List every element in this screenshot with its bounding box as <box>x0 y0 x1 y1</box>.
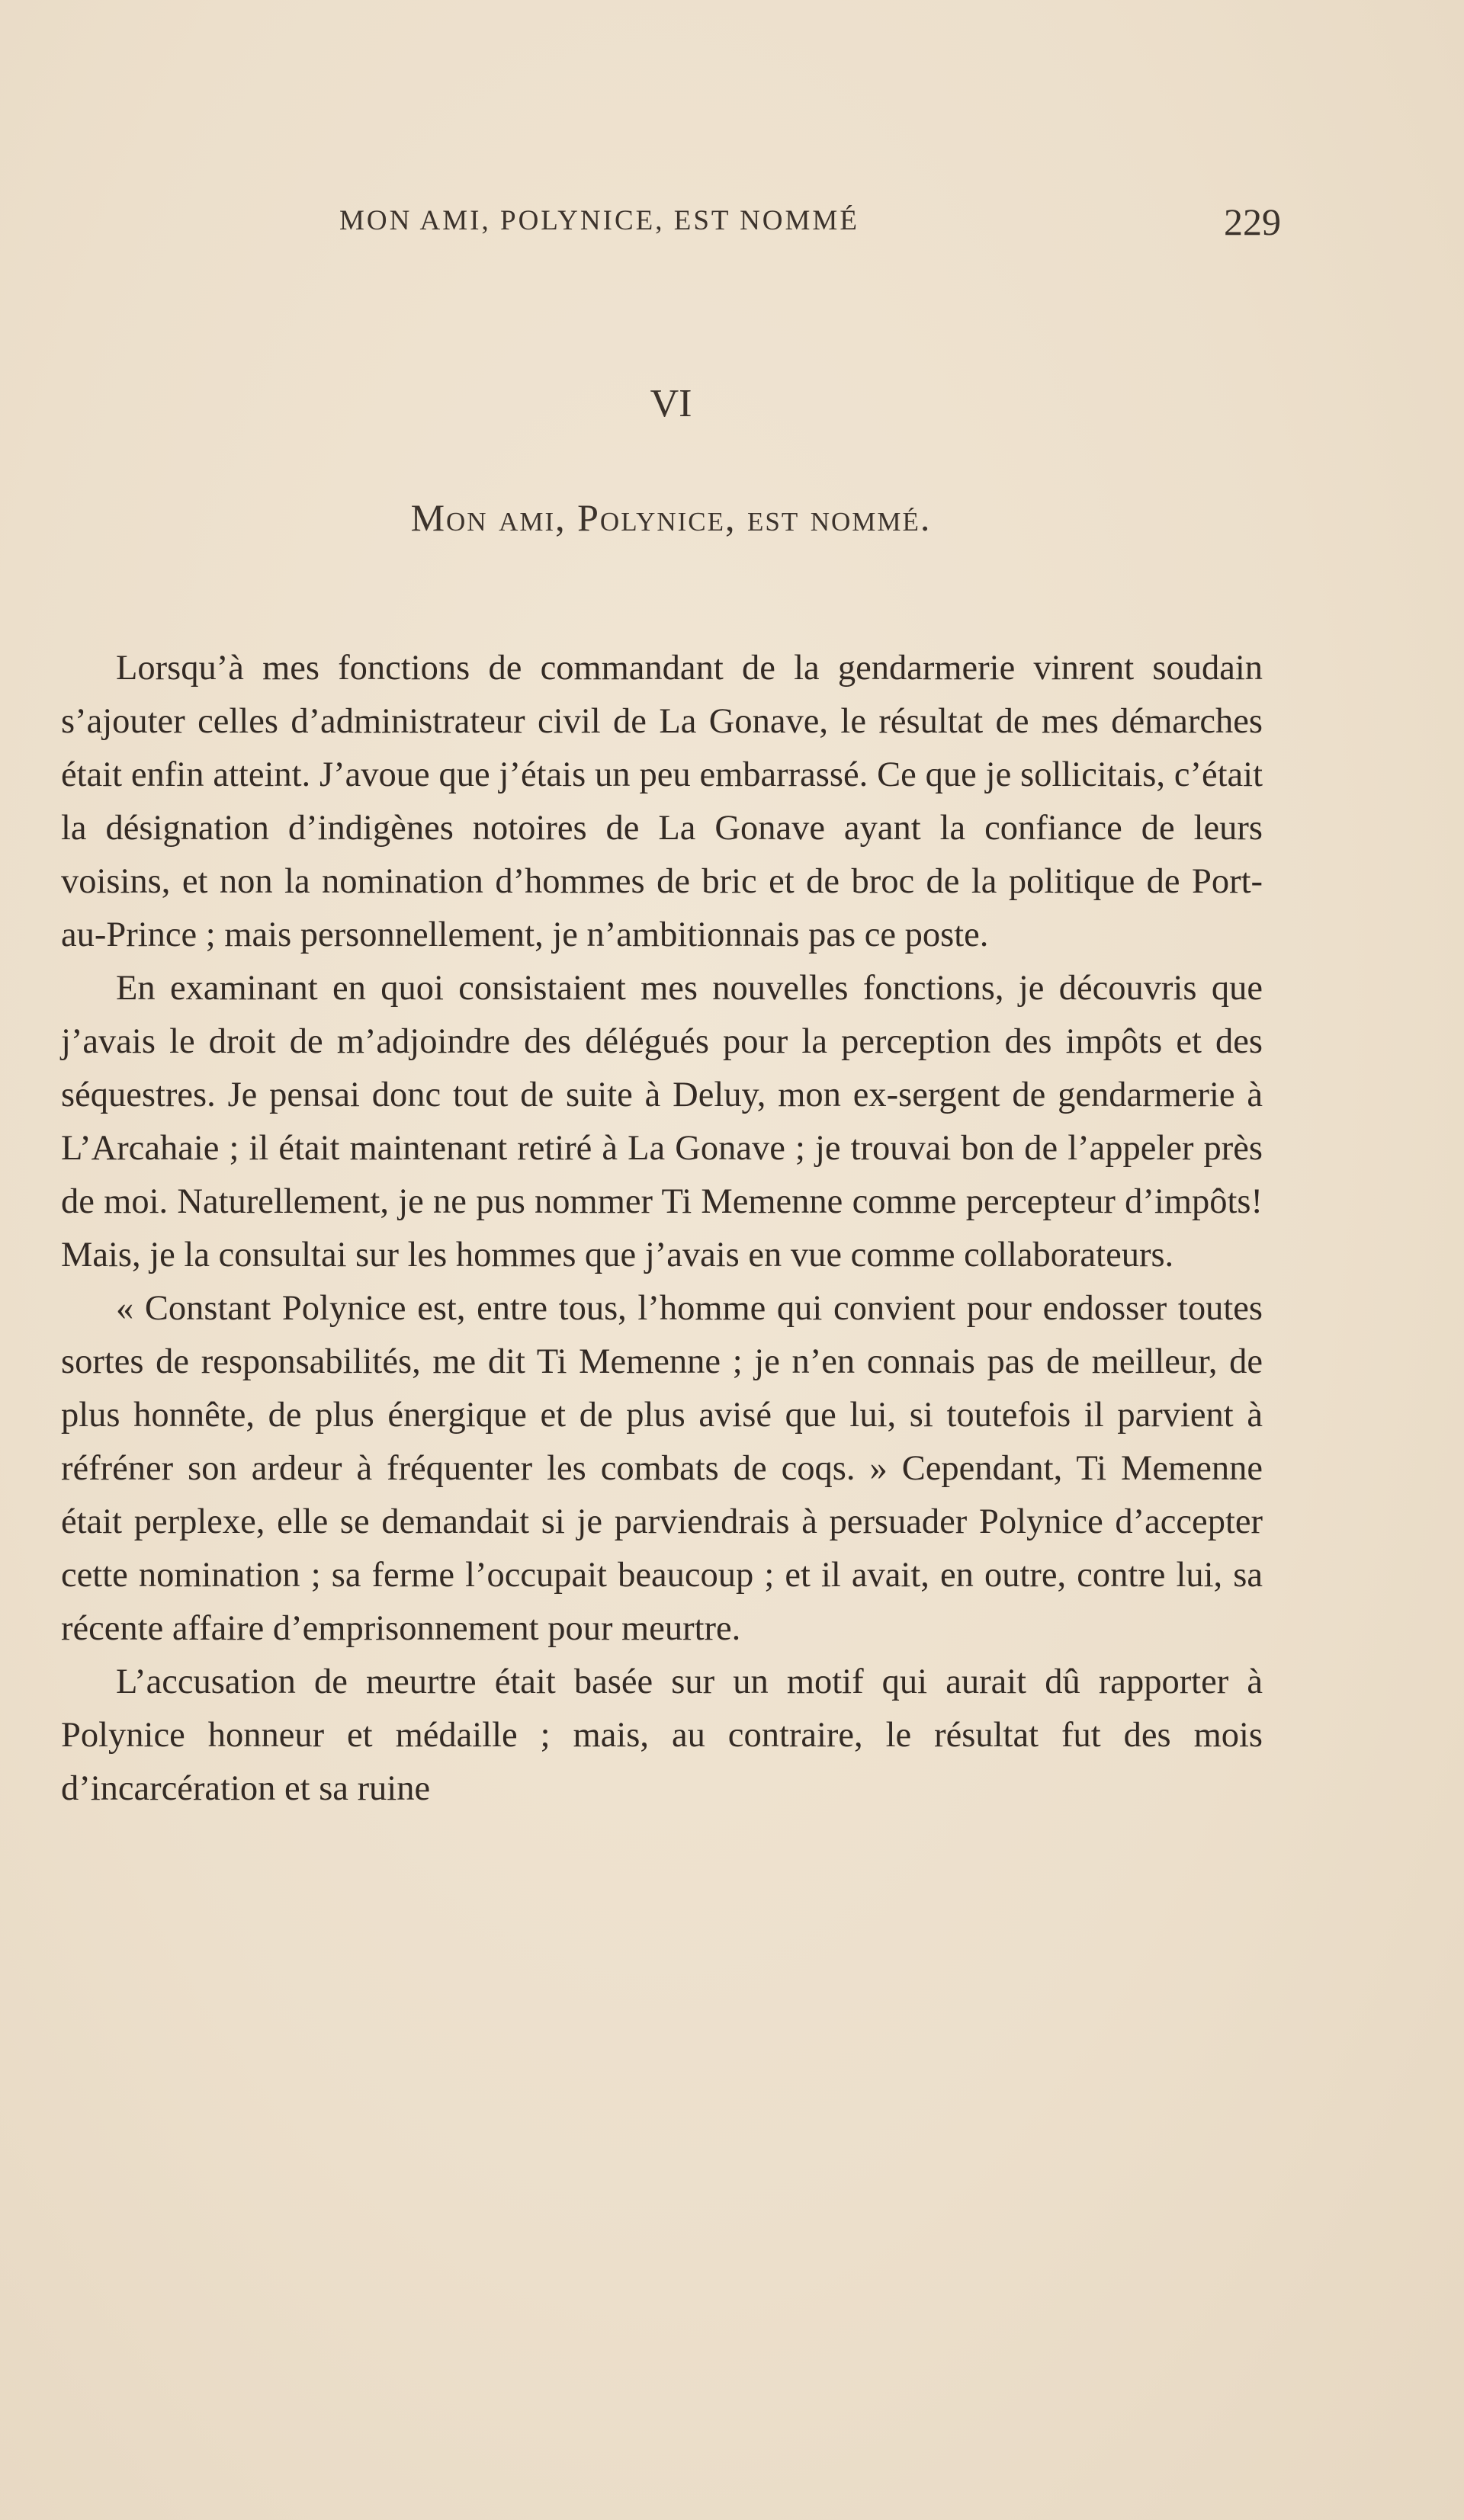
body-text <box>61 642 1263 1816</box>
page-number: 229 <box>1224 200 1281 243</box>
chapter-title: Mon ami, Polynice, est nommé. <box>410 496 932 539</box>
paragraph: L’accusation de meurtre était basée sur un motif qui aurait dû rapporter à Polynice honneur et médaille ; mais, au contraire, le résultat fut des mois d’incarcération et sa ruine <box>61 1662 1263 1808</box>
paragraph: Lorsqu’à mes fonctions de commandant de la gendarmerie vinrent soudain s’ajouter celles d’administrateur civil de La Gonave, le résultat de mes démarches était enfin atteint. J’avoue que j’étais un peu embarrassé. Ce que je sollicitais, c’était la désignation d’indigènes notoires de La Gonave ayant la confiance de leurs voisins, et non la nomination d’hommes de bric et de broc de la politique de Port-au-Prince ; mais personnellement, je n’ambitionnais pas ce poste. <box>61 649 1263 954</box>
running-title: MON AMI, POLYNICE, EST NOMMÉ <box>339 205 859 236</box>
paragraph: « Constant Polynice est, entre tous, l’homme qui convient pour endosser toutes sortes de responsabilités, me dit Ti Memenne ; je n’en connais pas de meilleur, de plus honnête, de plus énergique et de plus avisé que lui, si toutefois il parvient à réfréner son ardeur à fréquenter les combats de coqs. » Cependant, Ti Memenne était perplexe, elle se demandait si je parviendrais à persuader Polynice d’accepter cette nomination ; sa ferme l’occupait beaucoup ; et il avait, en outre, contre lui, sa récente affaire d’emprisonnement pour meurtre. <box>61 1289 1263 1648</box>
chapter-number: VI <box>650 382 692 425</box>
running-header <box>61 200 1281 253</box>
paragraph: En examinant en quoi consistaient mes nouvelles fonctions, je découvris que j’avais le droit de m’adjoindre des délégués pour la perception des impôts et des séquestres. Je pensai donc tout de suite à Deluy, mon ex-sergent de gendarmerie à L’Arcahaie ; il était maintenant retiré à La Gonave ; je trouvai bon de l’appeler près de moi. Naturellement, je ne pus nommer Ti Memenne comme percepteur d’impôts! Mais, je la consultai sur les hommes que j’avais en vue comme collaborateurs. <box>61 969 1263 1274</box>
